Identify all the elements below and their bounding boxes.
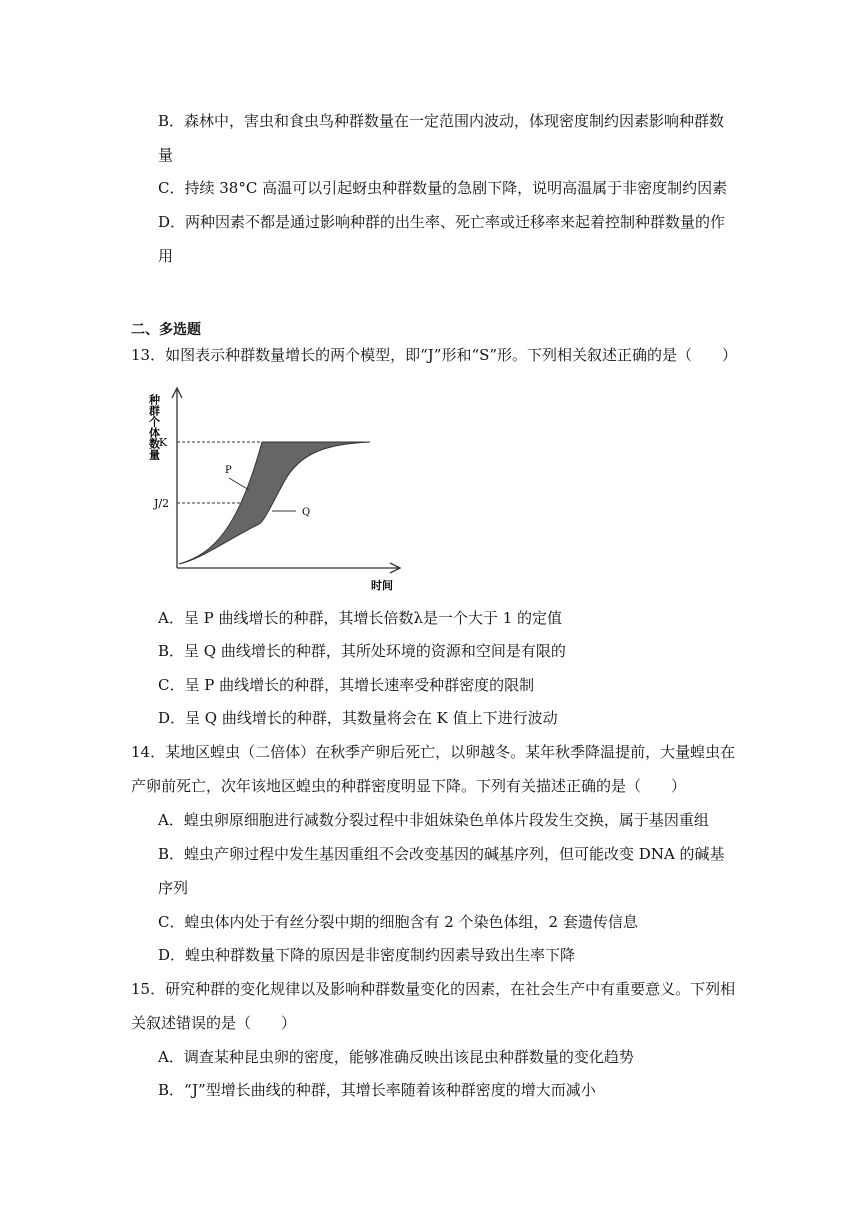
- q13-option-c: C．呈 P 曲线增长的种群，其增长速率受种群密度的限制: [158, 676, 535, 694]
- q15-stem-line2: 关叙述错误的是（ ）: [131, 1014, 297, 1032]
- q13-option-a: A．呈 P 曲线增长的种群，其增长倍数λ是一个大于 1 的定值: [158, 609, 563, 627]
- q12-option-d-line1: D．两种因素不都是通过影响种群的出生率、死亡率或迁移率来起着控制种群数量的作: [158, 213, 726, 231]
- q14-option-c: C．蝗虫体内处于有丝分裂中期的细胞含有 2 个染色体组，2 套遗传信息: [158, 913, 638, 931]
- q14-option-b-line1: B．蝗虫产卵过程中发生基因重组不会改变基因的碱基序列，但可能改变 DNA 的碱基: [158, 845, 725, 863]
- p-label: P: [225, 465, 232, 476]
- q12-option-b-line1: B．森林中，害虫和食虫鸟种群数量在一定范围内波动，体现密度制约因素影响种群数: [158, 112, 725, 130]
- q15-option-a: A．调查某种昆虫卵的密度，能够准确反映出该昆虫种群数量的变化趋势: [158, 1048, 634, 1066]
- q13-option-b: B．呈 Q 曲线增长的种群，其所处环境的资源和空间是有限的: [158, 642, 566, 660]
- q12-option-c: C．持续 38°C 高温可以引起蚜虫种群数量的急剧下降，说明高温属于非密度制约因素: [158, 179, 728, 197]
- q14-stem-line2: 产卵前死亡，次年该地区蝗虫的种群密度明显下降。下列有关描述正确的是（ ）: [131, 777, 687, 795]
- q12-option-b-line2: 量: [158, 146, 174, 164]
- q14-option-d: D．蝗虫种群数量下降的原因是非密度制约因素导致出生率下降: [158, 946, 576, 964]
- x-axis-label: 时间: [371, 579, 393, 592]
- q14-stem-line1: 14．某地区蝗虫（二倍体）在秋季产卵后死亡，以卵越冬。某年秋季降温提前，大量蝗虫在: [131, 743, 736, 761]
- q-label: Q: [302, 507, 311, 518]
- q14-option-b-line2: 序列: [158, 879, 189, 897]
- p-leader-line: [229, 478, 249, 490]
- q13-option-d: D．呈 Q 曲线增长的种群，其数量将会在 K 值上下进行波动: [158, 709, 558, 727]
- half-k-label: J/2: [154, 497, 170, 510]
- section-title: 二、多选题: [131, 322, 201, 338]
- q13-stem: 13．如图表示种群数量增长的两个模型，即“J”形和“S”形。下列相关叙述正确的是（ ）: [131, 346, 738, 364]
- q15-stem-line1: 15．研究种群的变化规律以及影响种群数量变化的因素，在社会生产中有重要意义。下列相: [131, 980, 736, 998]
- q14-option-a: A．蝗虫卵原细胞进行减数分裂过程中非姐妹染色单体片段发生交换，属于基因重组: [158, 811, 709, 829]
- k-label: K: [158, 436, 168, 449]
- y-axis-label: 种群个体数量: [147, 394, 161, 460]
- q12-option-d-line2: 用: [158, 247, 174, 265]
- q15-option-b: B．“J”型增长曲线的种群，其增长率随着该种群密度的增大而减小: [158, 1081, 596, 1099]
- population-growth-figure: [134, 382, 414, 594]
